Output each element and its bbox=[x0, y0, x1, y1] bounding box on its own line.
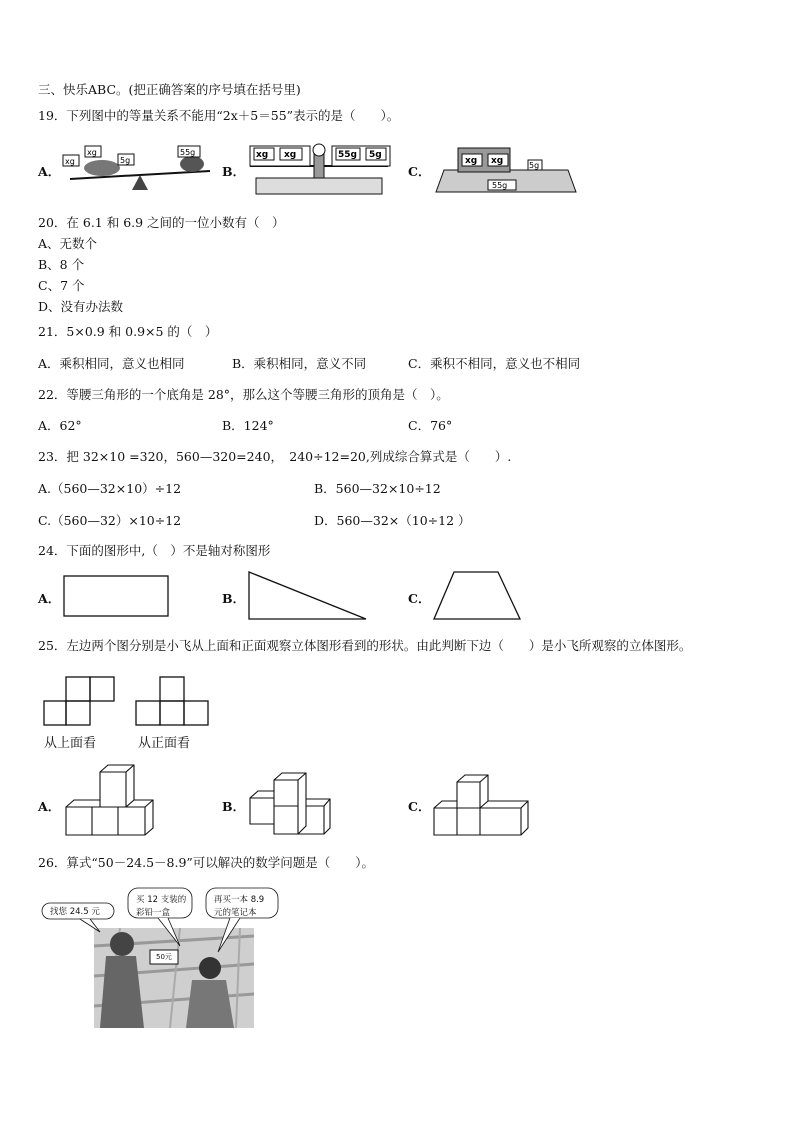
q22-option-a[interactable]: A．62° bbox=[38, 418, 82, 433]
q24-option-b-label[interactable]: B． bbox=[222, 591, 246, 606]
svg-text:xg: xg bbox=[284, 150, 297, 160]
svg-text:xg: xg bbox=[256, 150, 269, 160]
q24-option-a-label[interactable]: A． bbox=[38, 591, 61, 606]
q21-option-c[interactable]: C．乘积不相同，意义也不相同 bbox=[408, 356, 581, 371]
svg-text:5g: 5g bbox=[120, 156, 131, 165]
q24-stem: 24．下面的图形中,（ ）不是轴对称图形 bbox=[38, 543, 271, 558]
q20-option-c[interactable]: C、7 个 bbox=[38, 278, 85, 293]
q23-option-d[interactable]: D．560—32×（10÷12 ） bbox=[314, 513, 471, 528]
svg-text:55g: 55g bbox=[180, 148, 196, 157]
q24-trapezoid-shape bbox=[432, 570, 524, 622]
svg-text:55g: 55g bbox=[338, 150, 357, 160]
q19-balance-c-image bbox=[432, 136, 580, 198]
q26-stem: 26．算式“50－24.5－8.9”可以解决的数学问题是（ ）。 bbox=[38, 855, 375, 870]
q19-option-b-label[interactable]: B． bbox=[222, 164, 246, 179]
q25-stem: 25．左边两个图分别是小飞从上面和正面观察立体图形看到的形状。由此判断下边（ ）是小飞所观察的立体图形。 bbox=[38, 638, 692, 653]
svg-text:xg: xg bbox=[87, 148, 97, 157]
svg-text:5g: 5g bbox=[529, 161, 540, 170]
q25-cube-stack-a-image bbox=[64, 770, 159, 838]
q26-bubble-pencils-line1: 买 12 支装的 bbox=[136, 895, 187, 905]
q23-option-a[interactable]: A.（560—32×10）÷12 bbox=[38, 481, 182, 496]
q19-balance-b-image bbox=[244, 136, 394, 198]
q23-stem: 23．把 32×10 =320，560—320=240， 240÷12=20,列成综合算式是（ ）. bbox=[38, 449, 512, 464]
q24-right-triangle-shape bbox=[246, 570, 372, 622]
svg-text:5g: 5g bbox=[369, 150, 382, 160]
q25-front-view-image bbox=[134, 675, 214, 727]
q19-balance-a-image bbox=[60, 140, 220, 195]
q20-option-d[interactable]: D、没有办法数 bbox=[38, 299, 124, 314]
q24-option-c-label[interactable]: C． bbox=[408, 591, 431, 606]
svg-text:xg: xg bbox=[491, 156, 504, 166]
q26-bubble-notebook-line2: 元的笔记本 bbox=[214, 908, 257, 918]
svg-text:xg: xg bbox=[465, 156, 478, 166]
q20-stem: 20．在 6.1 和 6.9 之间的一位小数有（ ） bbox=[38, 215, 285, 230]
q23-option-c[interactable]: C.（560—32）×10÷12 bbox=[38, 513, 182, 528]
q21-option-b[interactable]: B．乘积相同，意义不同 bbox=[232, 356, 367, 371]
q25-option-a-label[interactable]: A． bbox=[38, 799, 61, 814]
q23-option-b[interactable]: B．560—32×10÷12 bbox=[314, 481, 441, 496]
q21-option-a[interactable]: A．乘积相同，意义也相同 bbox=[38, 356, 185, 371]
q25-top-view-image bbox=[42, 675, 122, 727]
q25-top-view-label: 从上面看 bbox=[44, 736, 97, 751]
q20-option-a[interactable]: A、无数个 bbox=[38, 236, 98, 251]
q25-option-c-label[interactable]: C． bbox=[408, 799, 431, 814]
q25-cube-stack-c-image bbox=[432, 774, 532, 838]
q25-front-view-label: 从正面看 bbox=[138, 736, 191, 751]
q22-stem: 22．等腰三角形的一个底角是 28°，那么这个等腰三角形的顶角是（ ）。 bbox=[38, 387, 449, 402]
q22-option-b[interactable]: B．124° bbox=[222, 418, 274, 433]
q19-option-c-label[interactable]: C． bbox=[408, 164, 431, 179]
q22-option-c[interactable]: C．76° bbox=[408, 418, 453, 433]
q25-option-b-label[interactable]: B． bbox=[222, 799, 246, 814]
q26-money-note: 50元 bbox=[156, 953, 172, 961]
q19-stem: 19．下列图中的等量关系不能用“2x＋5＝55”表示的是（ ）。 bbox=[38, 108, 400, 123]
q24-rectangle-shape bbox=[62, 574, 172, 619]
svg-text:xg: xg bbox=[65, 157, 75, 166]
q25-cube-stack-b-image bbox=[248, 772, 334, 838]
section-title: 三、快乐ABC。(把正确答案的序号填在括号里) bbox=[38, 82, 301, 97]
q20-option-b[interactable]: B、8 个 bbox=[38, 257, 85, 272]
svg-text:55g: 55g bbox=[492, 181, 508, 190]
q26-bubble-change: 找您 24.5 元 bbox=[50, 907, 100, 917]
q21-stem: 21．5×0.9 和 0.9×5 的（ ） bbox=[38, 324, 218, 339]
q19-option-a-label[interactable]: A． bbox=[38, 164, 61, 179]
q26-bubble-notebook-line1: 再买一本 8.9 bbox=[214, 895, 265, 905]
q26-bubble-pencils-line2: 彩铅一盒 bbox=[136, 908, 171, 918]
